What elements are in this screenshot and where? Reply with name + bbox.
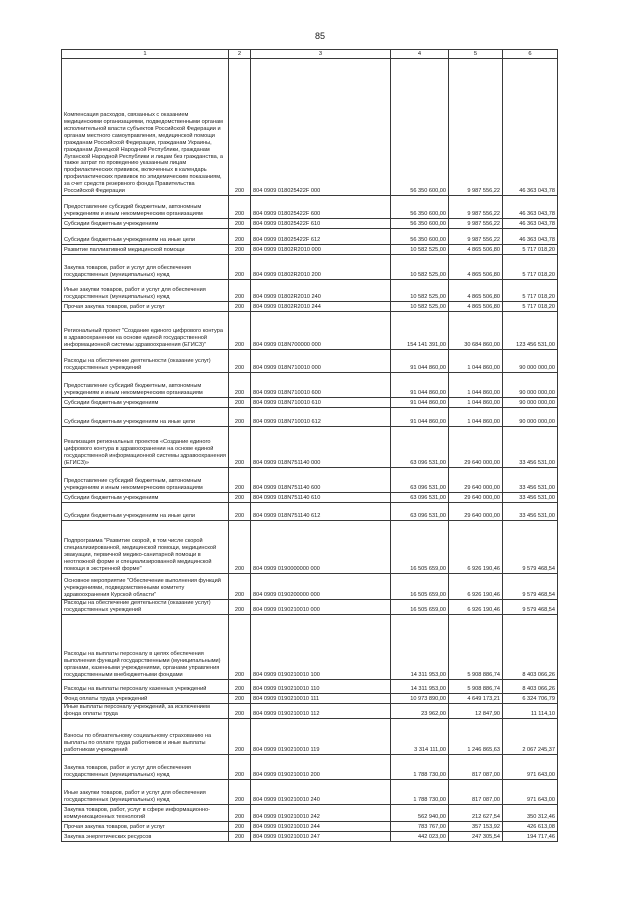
executed-amount-cell: 4 865 506,80: [449, 280, 503, 302]
approved-amount-cell: 63 096 531,00: [391, 468, 449, 493]
approved-amount-cell: 91 044 860,00: [391, 398, 449, 408]
remaining-amount-cell: 5 717 018,20: [503, 302, 558, 312]
approved-amount-cell: 10 582 525,00: [391, 302, 449, 312]
executed-amount-cell: 9 987 556,22: [449, 219, 503, 229]
budget-code-cell: 804 0909 018N751140 610: [251, 493, 391, 503]
remaining-amount-cell: 33 456 531,00: [503, 468, 558, 493]
table-row: [62, 255, 558, 280]
executed-amount-cell: 4 865 506,80: [449, 245, 503, 255]
executed-amount-cell: 29 640 000,00: [449, 468, 503, 493]
row-name-cell: Предоставление субсидий бюджетным, автономным учреждениям и иным некоммерческим организациям: [62, 196, 229, 219]
admin-code-cell: 200: [229, 280, 251, 302]
admin-code-cell: 200: [229, 229, 251, 245]
approved-amount-cell: 63 096 531,00: [391, 427, 449, 468]
admin-code-cell: 200: [229, 312, 251, 350]
admin-code-cell: 200: [229, 255, 251, 280]
budget-code-cell: 804 0909 0190210010 112: [251, 703, 391, 718]
budget-code-cell: 804 0909 0190210010 110: [251, 679, 391, 693]
header-cell: 4: [391, 50, 449, 59]
executed-amount-cell: 9 987 556,22: [449, 196, 503, 219]
remaining-amount-cell: 33 456 531,00: [503, 427, 558, 468]
approved-amount-cell: 63 096 531,00: [391, 493, 449, 503]
remaining-amount-cell: 46 363 043,78: [503, 219, 558, 229]
row-name-cell: Основное мероприятие "Обеспечение выполнения функций учреждениями, подведомственными комитету здравоохранения Курской области": [62, 574, 229, 600]
table-row: [62, 821, 558, 831]
row-name-cell: Субсидии бюджетным учреждениям: [62, 493, 229, 503]
remaining-amount-cell: 9 579 468,54: [503, 600, 558, 615]
table-header-row: [62, 50, 558, 59]
admin-code-cell: 200: [229, 831, 251, 841]
budget-code-cell: 804 0909 0190000000 000: [251, 521, 391, 574]
executed-amount-cell: 30 684 860,00: [449, 312, 503, 350]
admin-code-cell: 200: [229, 521, 251, 574]
admin-code-cell: 200: [229, 493, 251, 503]
row-name-cell: Закупка товаров, работ, услуг в сфере информационно-коммуникационных технологий: [62, 804, 229, 821]
admin-code-cell: 200: [229, 196, 251, 219]
table-row: [62, 312, 558, 350]
budget-code-cell: 804 0909 018N710010 610: [251, 398, 391, 408]
approved-amount-cell: 56 350 600,00: [391, 229, 449, 245]
approved-amount-cell: 16 505 659,00: [391, 600, 449, 615]
row-name-cell: Субсидии бюджетным учреждениям: [62, 219, 229, 229]
remaining-amount-cell: 46 363 043,78: [503, 229, 558, 245]
row-name-cell: Прочая закупка товаров, работ и услуг: [62, 821, 229, 831]
table-row: [62, 614, 558, 679]
remaining-amount-cell: 90 000 000,00: [503, 408, 558, 427]
remaining-amount-cell: 9 579 468,54: [503, 574, 558, 600]
approved-amount-cell: 91 044 860,00: [391, 373, 449, 398]
row-name-cell: Иные выплаты персоналу учреждений, за исключением фонда оплаты труда: [62, 703, 229, 718]
executed-amount-cell: 1 044 860,00: [449, 408, 503, 427]
table-row: [62, 679, 558, 693]
table-row: [62, 600, 558, 615]
row-name-cell: Закупка энергетических ресурсов: [62, 831, 229, 841]
remaining-amount-cell: 11 114,10: [503, 703, 558, 718]
remaining-amount-cell: 350 312,46: [503, 804, 558, 821]
executed-amount-cell: 5 908 886,74: [449, 679, 503, 693]
remaining-amount-cell: 90 000 000,00: [503, 350, 558, 373]
admin-code-cell: 200: [229, 600, 251, 615]
executed-amount-cell: 9 987 556,22: [449, 229, 503, 245]
table-row: [62, 493, 558, 503]
admin-code-cell: 200: [229, 427, 251, 468]
executed-amount-cell: 1 044 860,00: [449, 398, 503, 408]
admin-code-cell: 200: [229, 718, 251, 754]
admin-code-cell: 200: [229, 350, 251, 373]
header-cell: 2: [229, 50, 251, 59]
remaining-amount-cell: 5 717 018,20: [503, 280, 558, 302]
row-name-cell: Субсидии бюджетным учреждениям на иные цели: [62, 503, 229, 521]
approved-amount-cell: 56 350 600,00: [391, 59, 449, 196]
row-name-cell: Подпрограмма "Развитие скорой, в том числе скорой специализированной, медицинской помощи, медицинской эвакуации, первичной медико-санитарной помощи в неотложной форме и специализированной медицинской помощи в экстренной форме": [62, 521, 229, 574]
executed-amount-cell: 1 246 865,63: [449, 718, 503, 754]
budget-code-cell: 804 0909 0190210010 111: [251, 693, 391, 703]
header-cell: 5: [449, 50, 503, 59]
approved-amount-cell: 16 505 659,00: [391, 521, 449, 574]
row-name-cell: Иные закупки товаров, работ и услуг для обеспечения государственных (муниципальных) нужд: [62, 779, 229, 804]
table-row: [62, 398, 558, 408]
table-row: [62, 196, 558, 219]
approved-amount-cell: 1 788 730,00: [391, 779, 449, 804]
table-row: [62, 718, 558, 754]
approved-amount-cell: 16 505 659,00: [391, 574, 449, 600]
approved-amount-cell: 23 962,00: [391, 703, 449, 718]
executed-amount-cell: 4 865 506,80: [449, 302, 503, 312]
table-row: [62, 693, 558, 703]
table-row: [62, 350, 558, 373]
approved-amount-cell: 10 582 525,00: [391, 245, 449, 255]
budget-code-cell: 804 0909 0190210010 244: [251, 821, 391, 831]
approved-amount-cell: 91 044 860,00: [391, 408, 449, 427]
table-row: [62, 503, 558, 521]
executed-amount-cell: 9 987 556,22: [449, 59, 503, 196]
admin-code-cell: 200: [229, 804, 251, 821]
remaining-amount-cell: 123 456 531,00: [503, 312, 558, 350]
admin-code-cell: 200: [229, 468, 251, 493]
row-name-cell: Фонд оплаты труда учреждений: [62, 693, 229, 703]
admin-code-cell: 200: [229, 821, 251, 831]
approved-amount-cell: 154 141 391,00: [391, 312, 449, 350]
remaining-amount-cell: 33 456 531,00: [503, 493, 558, 503]
budget-code-cell: 804 0909 018025422F 000: [251, 59, 391, 196]
table-row: [62, 59, 558, 196]
executed-amount-cell: 247 305,54: [449, 831, 503, 841]
table-row: [62, 408, 558, 427]
executed-amount-cell: 817 087,00: [449, 779, 503, 804]
admin-code-cell: 200: [229, 373, 251, 398]
budget-code-cell: 804 0909 018025422F 612: [251, 229, 391, 245]
approved-amount-cell: 562 940,00: [391, 804, 449, 821]
remaining-amount-cell: 90 000 000,00: [503, 398, 558, 408]
remaining-amount-cell: 426 613,08: [503, 821, 558, 831]
row-name-cell: Расходы на обеспечение деятельности (оказание услуг) государственных учреждений: [62, 350, 229, 373]
remaining-amount-cell: 33 456 531,00: [503, 503, 558, 521]
row-name-cell: Расходы на обеспечение деятельности (оказание услуг) государственных учреждений: [62, 600, 229, 615]
admin-code-cell: 200: [229, 245, 251, 255]
budget-code-cell: 804 0909 0190210010 200: [251, 754, 391, 779]
row-name-cell: Предоставление субсидий бюджетным, автономным учреждениям и иным некоммерческим организациям: [62, 468, 229, 493]
budget-code-cell: 804 0909 018N710010 000: [251, 350, 391, 373]
executed-amount-cell: 817 087,00: [449, 754, 503, 779]
approved-amount-cell: 10 582 525,00: [391, 255, 449, 280]
row-name-cell: Субсидии бюджетным учреждениям: [62, 398, 229, 408]
remaining-amount-cell: 5 717 018,20: [503, 255, 558, 280]
remaining-amount-cell: 6 324 706,79: [503, 693, 558, 703]
remaining-amount-cell: 8 403 066,26: [503, 614, 558, 679]
executed-amount-cell: 5 908 886,74: [449, 614, 503, 679]
remaining-amount-cell: 8 403 066,26: [503, 679, 558, 693]
budget-code-cell: 804 0909 018N710010 600: [251, 373, 391, 398]
table-row: [62, 219, 558, 229]
approved-amount-cell: 783 767,00: [391, 821, 449, 831]
executed-amount-cell: 4 865 506,80: [449, 255, 503, 280]
approved-amount-cell: 14 311 953,00: [391, 614, 449, 679]
budget-code-cell: 804 0909 01802R2010 200: [251, 255, 391, 280]
remaining-amount-cell: 9 579 468,54: [503, 521, 558, 574]
table-row: [62, 302, 558, 312]
header-cell: 1: [62, 50, 229, 59]
approved-amount-cell: 1 788 730,00: [391, 754, 449, 779]
executed-amount-cell: 4 649 173,21: [449, 693, 503, 703]
budget-code-cell: 804 0909 0190210010 100: [251, 614, 391, 679]
budget-code-cell: 804 0909 018N700000 000: [251, 312, 391, 350]
executed-amount-cell: 29 640 000,00: [449, 493, 503, 503]
admin-code-cell: 200: [229, 59, 251, 196]
table-row: [62, 831, 558, 841]
executed-amount-cell: 29 640 000,00: [449, 427, 503, 468]
table-row: [62, 804, 558, 821]
table-row: [62, 754, 558, 779]
admin-code-cell: 200: [229, 614, 251, 679]
admin-code-cell: 200: [229, 754, 251, 779]
budget-code-cell: 804 0909 0190210010 119: [251, 718, 391, 754]
admin-code-cell: 200: [229, 408, 251, 427]
table-row: [62, 280, 558, 302]
admin-code-cell: 200: [229, 503, 251, 521]
executed-amount-cell: 6 926 190,46: [449, 600, 503, 615]
admin-code-cell: 200: [229, 703, 251, 718]
approved-amount-cell: 10 973 890,00: [391, 693, 449, 703]
approved-amount-cell: 56 350 600,00: [391, 219, 449, 229]
executed-amount-cell: 6 926 190,46: [449, 521, 503, 574]
budget-code-cell: 804 0909 0190210010 247: [251, 831, 391, 841]
row-name-cell: Компенсация расходов, связанных с оказанием медицинскими организациями, подведомственными органам исполнительной власти субъектов Российской Федерации и органам местного самоуправления, медицинской помощи гражданам Российской Федерации, гражданам Украины, гражданам Донецкой Народной Республики, гражданам Луганской Народной Республики и лицам без гражданства, а также затрат по проведению указанным лицам профилактических прививок, включенных в календарь профилактических прививок по эпидемическим показаниям, за счет средств резервного фонда Правительства Российской Федерации: [62, 59, 229, 196]
budget-code-cell: 804 0909 018025422F 610: [251, 219, 391, 229]
executed-amount-cell: 212 627,54: [449, 804, 503, 821]
table-row: [62, 427, 558, 468]
admin-code-cell: 200: [229, 398, 251, 408]
budget-code-cell: 804 0909 01802R2010 240: [251, 280, 391, 302]
budget-code-cell: 804 0909 018N710010 612: [251, 408, 391, 427]
row-name-cell: Субсидии бюджетным учреждениям на иные цели: [62, 229, 229, 245]
remaining-amount-cell: 46 363 043,78: [503, 59, 558, 196]
admin-code-cell: 200: [229, 679, 251, 693]
budget-code-cell: 804 0909 0190210010 000: [251, 600, 391, 615]
admin-code-cell: 200: [229, 779, 251, 804]
approved-amount-cell: 56 350 600,00: [391, 196, 449, 219]
admin-code-cell: 200: [229, 693, 251, 703]
budget-code-cell: 804 0909 01802R2010 000: [251, 245, 391, 255]
executed-amount-cell: 1 044 860,00: [449, 350, 503, 373]
remaining-amount-cell: 46 363 043,78: [503, 196, 558, 219]
approved-amount-cell: 10 582 525,00: [391, 280, 449, 302]
executed-amount-cell: 6 926 190,46: [449, 574, 503, 600]
admin-code-cell: 200: [229, 574, 251, 600]
executed-amount-cell: 357 153,92: [449, 821, 503, 831]
table-row: [62, 468, 558, 493]
executed-amount-cell: 1 044 860,00: [449, 373, 503, 398]
budget-code-cell: 804 0909 018N751140 600: [251, 468, 391, 493]
budget-code-cell: 804 0909 0190210010 240: [251, 779, 391, 804]
remaining-amount-cell: 971 643,00: [503, 779, 558, 804]
row-name-cell: Субсидии бюджетным учреждениям на иные цели: [62, 408, 229, 427]
admin-code-cell: 200: [229, 302, 251, 312]
header-cell: 6: [503, 50, 558, 59]
table-row: [62, 229, 558, 245]
budget-code-cell: 804 0909 018N751140 612: [251, 503, 391, 521]
budget-code-cell: 804 0909 018025422F 600: [251, 196, 391, 219]
budget-code-cell: 804 0909 01802R2010 244: [251, 302, 391, 312]
approved-amount-cell: 442 023,00: [391, 831, 449, 841]
budget-code-cell: 804 0909 018N751140 000: [251, 427, 391, 468]
approved-amount-cell: 91 044 860,00: [391, 350, 449, 373]
table-row: [62, 245, 558, 255]
table-row: [62, 574, 558, 600]
table-row: [62, 779, 558, 804]
budget-code-cell: 804 0909 0190200000 000: [251, 574, 391, 600]
budget-code-cell: 804 0909 0190210010 242: [251, 804, 391, 821]
row-name-cell: Предоставление субсидий бюджетным, автономным учреждениям и иным некоммерческим организациям: [62, 373, 229, 398]
budget-table: [61, 49, 558, 842]
approved-amount-cell: 3 314 111,00: [391, 718, 449, 754]
table-row: [62, 373, 558, 398]
page-number: 85: [314, 31, 325, 41]
row-name-cell: Закупка товаров, работ и услуг для обеспечения государственных (муниципальных) нужд: [62, 754, 229, 779]
remaining-amount-cell: 2 067 245,37: [503, 718, 558, 754]
executed-amount-cell: 29 640 000,00: [449, 503, 503, 521]
header-cell: 3: [251, 50, 391, 59]
table-row: [62, 521, 558, 574]
approved-amount-cell: 63 096 531,00: [391, 503, 449, 521]
admin-code-cell: 200: [229, 219, 251, 229]
row-name-cell: Региональный проект "Создание единого цифрового контура в здравоохранении на основе единой государственной информационной системы здравоохранения (ЕГИСЗ)": [62, 312, 229, 350]
table-row: [62, 703, 558, 718]
row-name-cell: Реализация региональных проектов «Создание единого цифрового контура в здравоохранении на основе единой государственной информационной системы здравоохранения (ЕГИСЗ)»: [62, 427, 229, 468]
remaining-amount-cell: 5 717 018,20: [503, 245, 558, 255]
row-name-cell: Взносы по обязательному социальному страхованию на выплаты по оплате труда работников и иные выплаты работникам учреждений: [62, 718, 229, 754]
row-name-cell: Прочая закупка товаров, работ и услуг: [62, 302, 229, 312]
row-name-cell: Иные закупки товаров, работ и услуг для обеспечения государственных (муниципальных) нужд: [62, 280, 229, 302]
remaining-amount-cell: 194 717,46: [503, 831, 558, 841]
row-name-cell: Расходы на выплаты персоналу казенных учреждений: [62, 679, 229, 693]
executed-amount-cell: 12 847,90: [449, 703, 503, 718]
remaining-amount-cell: 90 000 000,00: [503, 373, 558, 398]
remaining-amount-cell: 971 643,00: [503, 754, 558, 779]
approved-amount-cell: 14 311 953,00: [391, 679, 449, 693]
row-name-cell: Расходы на выплаты персоналу в целях обеспечения выполнения функций государственными (муниципальными) органами, казенными учреждениями, органами управления государственными внебюджетными фондами: [62, 614, 229, 679]
row-name-cell: Закупка товаров, работ и услуг для обеспечения государственных (муниципальных) нужд: [62, 255, 229, 280]
row-name-cell: Развитие паллиативной медицинской помощи: [62, 245, 229, 255]
